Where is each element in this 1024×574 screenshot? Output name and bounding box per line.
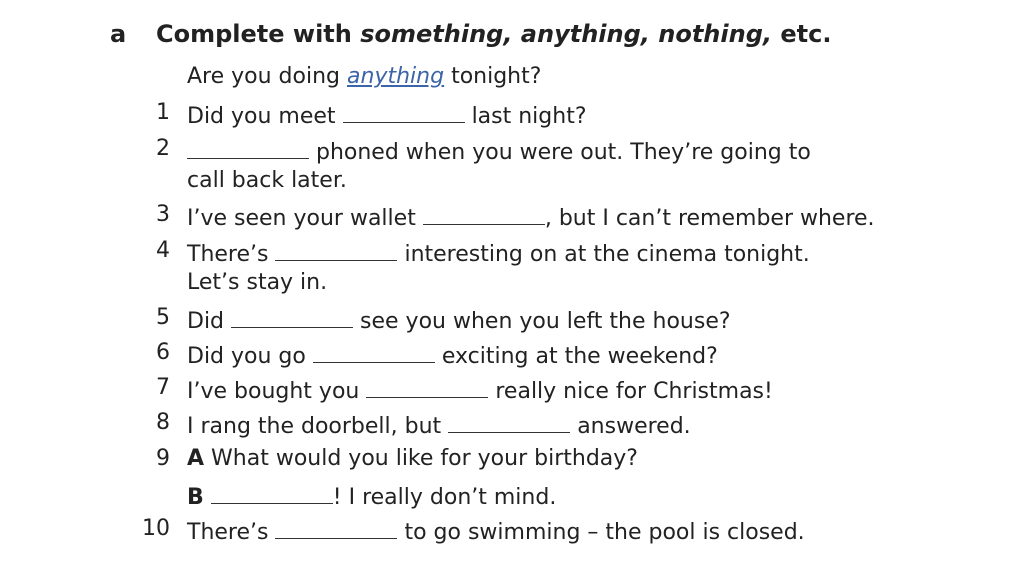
- item-text-before: There’s: [187, 242, 269, 267]
- answer-blank[interactable]: [313, 340, 435, 363]
- answer-blank[interactable]: [231, 305, 353, 328]
- answer-blank[interactable]: [187, 136, 309, 159]
- item-continuation: call back later.: [187, 168, 347, 193]
- item-number: 6: [156, 340, 170, 365]
- exercise-item-2-continuation: [0, 168, 1024, 204]
- item-text-after: , but I can’t remember where.: [544, 206, 875, 231]
- item-text: What would you like for your birthday?: [211, 446, 638, 471]
- item-number: 1: [156, 100, 170, 125]
- example-answer: anything: [347, 64, 445, 89]
- answer-blank[interactable]: [211, 481, 333, 504]
- item-text-after: answered.: [577, 414, 691, 439]
- answer-blank[interactable]: [343, 100, 465, 123]
- item-number: 10: [142, 516, 170, 541]
- instruction-suffix: etc.: [780, 20, 832, 48]
- item-text-after: interesting on at the cinema tonight.: [404, 242, 810, 267]
- item-text-before: I’ve seen your wallet: [187, 206, 416, 231]
- speaker-label: B: [187, 485, 204, 510]
- answer-blank[interactable]: [275, 516, 397, 539]
- item-text-after: really nice for Christmas!: [495, 379, 773, 404]
- item-number: 8: [156, 410, 170, 435]
- exercise-item-2: [0, 136, 1024, 172]
- exercise-item-9: [0, 446, 1024, 482]
- item-number: 5: [156, 305, 170, 330]
- item-text-before: Did you go: [187, 344, 306, 369]
- item-text-after: to go swimming – the pool is closed.: [404, 520, 805, 545]
- item-number: 7: [156, 375, 170, 400]
- exercise-item-4: [0, 238, 1024, 274]
- item-text-before: Did you meet: [187, 104, 336, 129]
- item-number: 3: [156, 202, 170, 227]
- item-text-before: I rang the doorbell, but: [187, 414, 442, 439]
- item-text-before: Are you doing: [187, 64, 341, 89]
- item-text-after: ! I really don’t mind.: [332, 485, 557, 510]
- item-number: 4: [156, 238, 170, 263]
- item-text-after: tonight?: [451, 64, 542, 89]
- item-text-before: I’ve bought you: [187, 379, 360, 404]
- item-text-after: see you when you left the house?: [360, 309, 731, 334]
- exercise-item-1: [0, 100, 1024, 136]
- instruction-words: something, anything, nothing,: [360, 20, 772, 48]
- exercise-item-4-continuation: [0, 270, 1024, 306]
- exercise-item-9-b: [0, 481, 1024, 517]
- item-text-after: last night?: [471, 104, 587, 129]
- item-number: 9: [156, 446, 170, 471]
- exercise-item-6: [0, 340, 1024, 376]
- exercise-item-7: [0, 375, 1024, 411]
- instruction-prefix: Complete with: [156, 20, 352, 48]
- answer-blank[interactable]: [448, 410, 570, 433]
- example-item: [0, 64, 1024, 100]
- answer-blank[interactable]: [366, 375, 488, 398]
- item-text-after: exciting at the weekend?: [441, 344, 718, 369]
- exercise-item-8: [0, 410, 1024, 446]
- exercise-item-3: [0, 202, 1024, 238]
- answer-blank[interactable]: [423, 202, 545, 225]
- exercise-item-5: [0, 305, 1024, 341]
- instruction: [156, 20, 831, 48]
- item-number: 2: [156, 136, 170, 161]
- item-text-before: There’s: [187, 520, 269, 545]
- item-text-after: phoned when you were out. They’re going to: [316, 140, 811, 165]
- exercise-item-10: [0, 516, 1024, 552]
- speaker-label: A: [187, 446, 205, 471]
- answer-blank[interactable]: [275, 238, 397, 261]
- item-continuation: Let’s stay in.: [187, 270, 328, 295]
- exercise-letter: a: [110, 20, 127, 48]
- item-text-before: Did: [187, 309, 225, 334]
